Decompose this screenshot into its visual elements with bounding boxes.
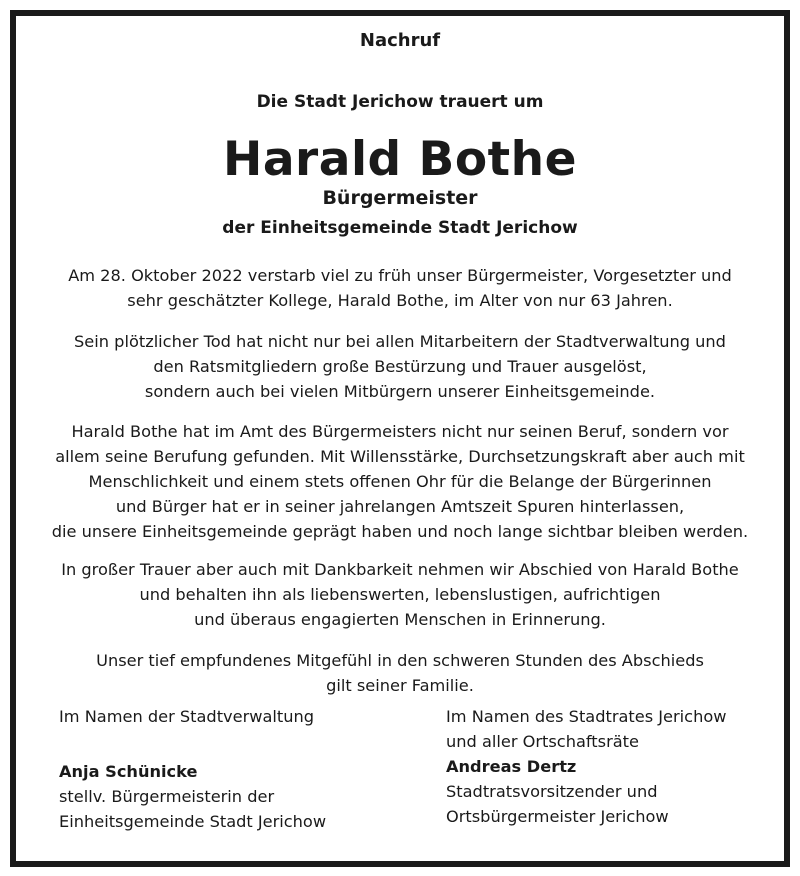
paragraph-shock <box>0 329 800 404</box>
signature-on-behalf: und aller Ortschaftsräte <box>446 732 639 751</box>
signer-title: Ortsbürgermeister Jerichow <box>446 807 669 826</box>
text-line: und überaus engagierten Menschen in Erinnerung. <box>194 610 606 629</box>
notice-title: Nachruf <box>359 30 441 51</box>
paragraph-death-announcement <box>0 263 800 313</box>
signature-on-behalf: Im Namen des Stadtrates Jerichow <box>446 707 727 726</box>
text-line: den Ratsmitgliedern große Bestürzung und Trauer ausgelöst, <box>153 357 647 376</box>
deceased-role-detail: der Einheitsgemeinde Stadt Jerichow <box>222 218 578 238</box>
text-line: Harald Bothe hat im Amt des Bürgermeisters nicht nur seinen Beruf, sondern vor <box>71 422 729 441</box>
text-line: sehr geschätzter Kollege, Harald Bothe, im Alter von nur 63 Jahren. <box>127 291 673 310</box>
signature-block-council <box>446 704 726 829</box>
signer-name: Anja Schünicke <box>59 762 198 781</box>
text-line: die unsere Einheitsgemeinde geprägt haben und noch lange sichtbar bleiben werden. <box>51 522 749 541</box>
signer-title: stellv. Bürgermeisterin der <box>59 787 275 806</box>
text-line: Am 28. Oktober 2022 verstarb viel zu früh unser Bürgermeister, Vorgesetzter und <box>68 266 732 285</box>
text-line: Sein plötzlicher Tod hat nicht nur bei allen Mitarbeitern der Stadtverwaltung und <box>74 332 726 351</box>
text-line: und Bürger hat er in seiner jahrelangen Amtszeit Spuren hinterlassen, <box>115 497 685 516</box>
text-line: Unser tief empfundenes Mitgefühl in den schweren Stunden des Abschieds <box>96 651 704 670</box>
signature-on-behalf: Im Namen der Stadtverwaltung <box>59 707 315 726</box>
signature-block-administration <box>59 704 326 834</box>
text-line: In großer Trauer aber auch mit Dankbarkeit nehmen wir Abschied von Harald Bothe <box>61 560 739 579</box>
text-line: Menschlichkeit und einem stets offenen Ohr für die Belange der Bürgerinnen <box>88 472 712 491</box>
deceased-role: Bürgermeister <box>322 187 478 209</box>
signature-spacer <box>59 729 326 744</box>
text-line: und behalten ihn als liebenswerten, lebenslustigen, aufrichtigen <box>139 585 661 604</box>
signer-title: Einheitsgemeinde Stadt Jerichow <box>59 812 327 831</box>
paragraph-condolences <box>0 648 800 698</box>
text-line: gilt seiner Familie. <box>326 676 474 695</box>
paragraph-tribute <box>0 419 800 544</box>
text-line: allem seine Berufung gefunden. Mit Willensstärke, Durchsetzungskraft aber auch mit <box>55 447 745 466</box>
signer-title: Stadtratsvorsitzender und <box>446 782 658 801</box>
notice-intro: Die Stadt Jerichow trauert um <box>256 92 544 112</box>
deceased-name: Harald Bothe <box>223 132 577 187</box>
paragraph-farewell <box>0 557 800 632</box>
signer-name: Andreas Dertz <box>446 757 577 776</box>
signature-spacer <box>59 744 326 759</box>
text-line: sondern auch bei vielen Mitbürgern unserer Einheitsgemeinde. <box>144 382 656 401</box>
